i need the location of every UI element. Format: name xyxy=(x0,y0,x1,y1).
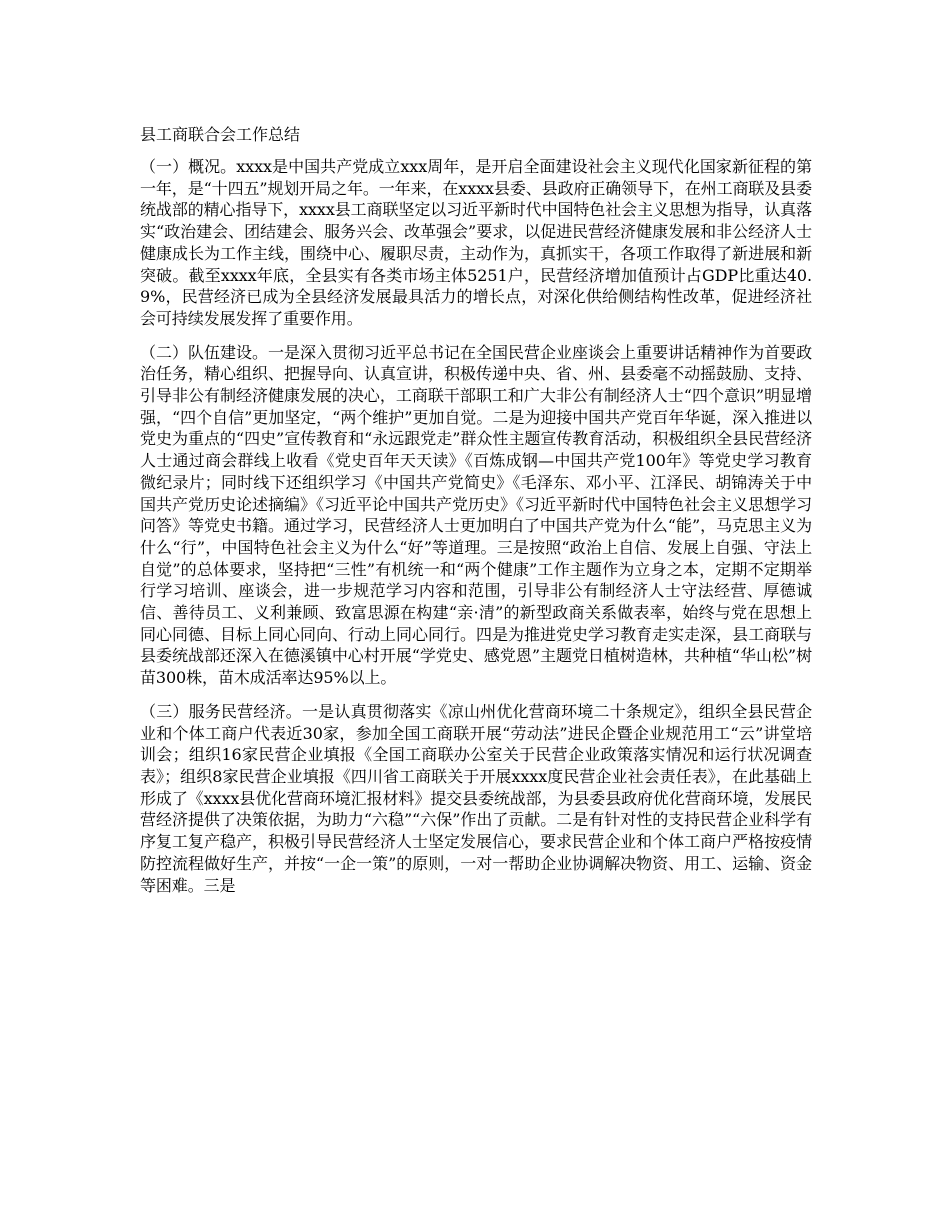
document-title: 县工商联合会工作总结 xyxy=(140,125,301,144)
document-body xyxy=(140,124,812,908)
paragraph-overview: （一）概况。xxxx是中国共产党成立xxx周年，是开启全面建设社会主义现代化国家新征程的第一年，是“十四五”规划开局之年。一年来，在xxxx县委、县政府正确领导下，在州工商联及县委统战部的精心指导下，xxxx县工商联坚定以习近平新时代中国特色社会主义思想为指导，认真落实“政治建会、团结建会、服务兴会、改革强会”要求，以促进民营经济健康发展和非公经济人士健康成长为工作主线，围绕中心、履职尽责，主动作为，真抓实干，各项工作取得了新进展和新突破。截至xxxx年底，全县实有各类市场主体5251户，民营经济增加值预计占GDP比重达40.9%，民营经济已成为全县经济发展最具活力的增长点，对深化供给侧结构性改革，促进经济社会可持续发展发挥了重要作用。 xyxy=(140,157,812,328)
paragraph-private-economy-service: （三）服务民营经济。一是认真贯彻落实《凉山州优化营商环境二十条规定》，组织全县民营企业和个体工商户代表近30家，参加全国工商联开展“劳动法”进民企暨企业规范用工“云”讲堂培训会；组织16家民营企业填报《全国工商联办公室关于民营企业政策落实情况和运行状况调查表》；组织8家民营企业填报《四川省工商联关于开展xxxx度民营企业社会责任表》，在此基础上形成了《xxxx县优化营商环境汇报材料》提交县委统战部，为县委县政府优化营商环境，发展民营经济提供了决策依据，为助力“六稳”“六保”作出了贡献。二是有针对性的支持民营企业科学有序复工复产稳产，积极引导民营经济人士坚定发展信心，要求民营企业和个体工商户严格按疫情防控流程做好生产，并按“一企一策”的原则，一对一帮助企业协调解决物资、用工、运输、资金等困难。三是 xyxy=(140,701,812,895)
paragraph-team-building: （二）队伍建设。一是深入贯彻习近平总书记在全国民营企业座谈会上重要讲话精神作为首要政治任务，精心组织、把握导向、认真宣讲，积极传递中央、省、州、县委毫不动摇鼓励、支持、引导非公有制经济健康发展的决心，工商联干部职工和广大非公有制经济人士“四个意识”明显增强，“四个自信”更加坚定，“两个维护”更加自觉。二是为迎接中国共产党百年华诞，深入推进以党史为重点的“四史”宣传教育和“永远跟党走”群众性主题宣传教育活动，积极组织全县民营经济人士通过商会群线上收看《党史百年天天读》《百炼成钢—中国共产党100年》等党史学习教育微纪录片；同时线下还组织学习《中国共产党简史》《毛泽东、邓小平、江泽民、胡锦涛关于中国共产党历史论述摘编》《习近平论中国共产党历史》《习近平新时代中国特色社会主义思想学习问答》等党史书籍。通过学习，民营经济人士更加明白了中国共产党为什么“能”，马克思主义为什么“行”，中国特色社会主义为什么“好”等道理。三是按照“政治上自信、发展上自强、守法上自觉”的总体要求，坚持把“三性”有机统一和“两个健康”工作主题作为立身之本，定期不定期举行学习培训、座谈会，进一步规范学习内容和范围，引导非公有制经济人士守法经营、厚德诚信、善待员工、义利兼顾、致富思源在构建“亲·清”的新型政商关系做表率，始终与党在思想上同心同德、目标上同心同向、行动上同心同行。四是为推进党史学习教育走实走深，县工商联与县委统战部还深入在德溪镇中心村开展“学党史、感党恩”主题党日植树造林，共种植“华山松”树苗300株，苗木成活率达95%以上。 xyxy=(140,342,812,688)
